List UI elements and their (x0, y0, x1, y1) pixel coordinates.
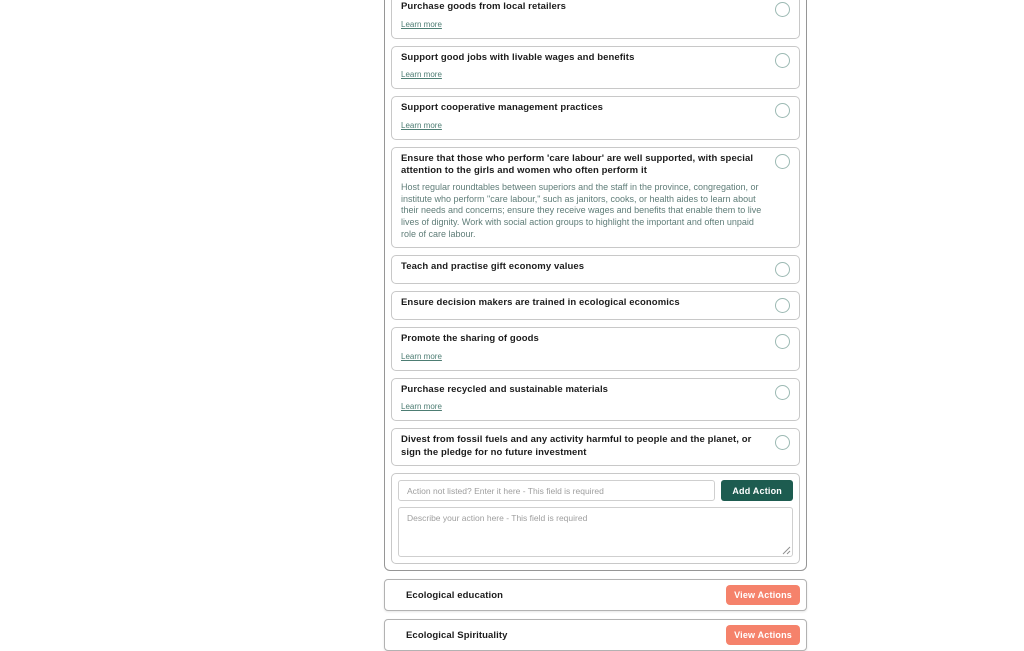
action-card-body (401, 102, 765, 133)
select-action-radio[interactable] (775, 53, 790, 68)
add-action-description-wrap (398, 507, 793, 557)
action-card-body (401, 1, 765, 32)
add-action-description-textarea[interactable] (398, 507, 793, 557)
select-action-radio[interactable] (775, 334, 790, 349)
action-card-body (401, 384, 765, 415)
action-card-description: Host regular roundtables between superiors and the staff in the province, congregation, or institute who perform "care labour," such as janitors, cooks, or health aides to learn about their needs and concerns; ensure they receive wages and benefits that enable them to live lives of dignity. Work with social action groups to highlight the important and often unpaid role of care labour. (401, 181, 762, 240)
select-action-radio[interactable] (775, 103, 790, 118)
action-card (391, 147, 800, 248)
action-card-title: Purchase goods from local retailers (401, 1, 567, 12)
select-action-radio[interactable] (775, 435, 790, 450)
action-card-body (401, 52, 765, 83)
action-card-title: Promote the sharing of goods (401, 333, 539, 345)
learn-more-link[interactable]: Learn more (401, 351, 442, 361)
resize-handle-icon[interactable] (782, 546, 790, 554)
action-card-body (401, 434, 765, 459)
select-action-radio[interactable] (775, 154, 790, 169)
action-card (391, 96, 800, 140)
view-actions-button[interactable]: View Actions (726, 625, 800, 645)
action-card-title: Ensure that those who perform 'care labour' are well supported, with special attention to the girls and women who often perform it (401, 152, 754, 177)
action-card (391, 378, 800, 422)
learn-more-link[interactable]: Learn more (401, 402, 442, 412)
action-card-body (401, 153, 765, 241)
add-action-card (391, 473, 800, 564)
action-card (391, 46, 800, 90)
action-card-title: Support good jobs with livable wages and benefits (401, 51, 635, 63)
select-action-radio[interactable] (775, 298, 790, 313)
add-action-button[interactable]: Add Action (721, 480, 793, 501)
category-panel-title: Ecological education (406, 589, 504, 601)
learn-more-link[interactable]: Learn more (401, 120, 442, 130)
action-card-title: Ensure decision makers are trained in ecological economics (401, 297, 680, 309)
learn-more-link[interactable]: Learn more (401, 19, 442, 29)
action-card-body (401, 261, 765, 274)
select-action-radio[interactable] (775, 385, 790, 400)
category-panel-ecological-education[interactable] (384, 579, 807, 611)
action-card (391, 291, 800, 320)
select-action-radio[interactable] (775, 2, 790, 17)
action-card (391, 327, 800, 371)
actions-list-container (384, 0, 807, 571)
action-card-title: Divest from fossil fuels and any activity harmful to people and the planet, or sign the pledge for no future investment (401, 434, 752, 458)
action-card (391, 255, 800, 284)
action-card-title: Teach and practise gift economy values (401, 261, 585, 273)
action-card-body (401, 333, 765, 364)
action-card-title: Support cooperative management practices (401, 102, 603, 114)
category-panel-ecological-spirituality[interactable] (384, 619, 807, 651)
category-panel-title: Ecological Spirituality (406, 629, 508, 641)
add-action-title-input[interactable] (398, 480, 715, 501)
action-card-body (401, 297, 765, 310)
add-action-row (398, 480, 793, 501)
action-card (391, 0, 800, 39)
view-actions-button[interactable]: View Actions (726, 585, 800, 605)
select-action-radio[interactable] (775, 262, 790, 277)
learn-more-link[interactable]: Learn more (401, 70, 442, 80)
action-card (391, 428, 800, 466)
action-card-title: Purchase recycled and sustainable materials (401, 383, 609, 395)
actions-column (384, 0, 807, 651)
